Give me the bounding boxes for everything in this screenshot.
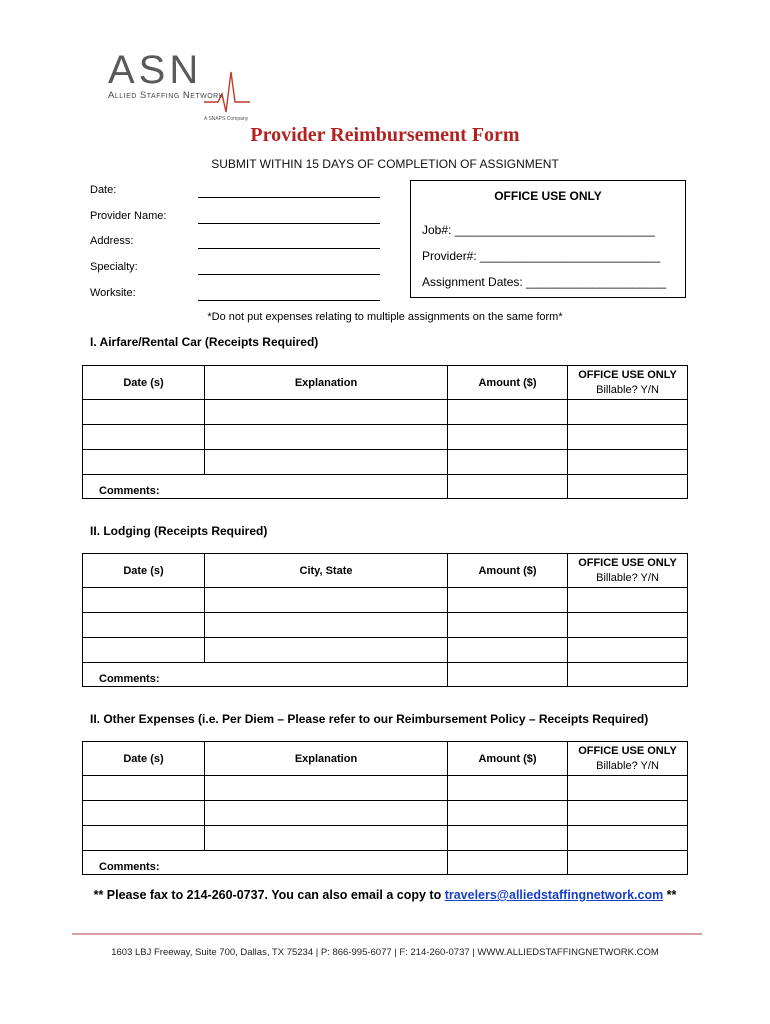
explanation-cell[interactable] xyxy=(205,450,448,475)
email-link[interactable]: travelers@alliedstaffingnetwork.com xyxy=(444,888,664,902)
billable-label: Billable? Y/N xyxy=(596,383,659,396)
comments-label: Comments: xyxy=(83,475,205,499)
date-cell[interactable] xyxy=(83,801,205,826)
explanation-cell[interactable] xyxy=(205,776,448,801)
job-number-field[interactable]: Job#: ______________________________ xyxy=(422,223,655,237)
office-use-heading: OFFICE USE ONLY xyxy=(494,189,602,203)
office-use-label: OFFICE USE ONLY xyxy=(578,744,677,757)
fax-text: ** Please fax to 214-260-0737. You can also email a copy to xyxy=(93,888,445,902)
airfare-table xyxy=(82,365,688,499)
date-cell[interactable] xyxy=(83,450,205,475)
city-state-cell[interactable] xyxy=(205,638,448,663)
explanation-cell[interactable] xyxy=(205,400,448,425)
table-row xyxy=(83,776,688,801)
table-row xyxy=(83,400,688,425)
office-use-label: OFFICE USE ONLY xyxy=(578,556,677,569)
comments-amount-cell[interactable] xyxy=(448,851,568,875)
comments-label: Comments: xyxy=(83,851,205,875)
amount-cell[interactable] xyxy=(448,776,568,801)
amount-cell[interactable] xyxy=(448,613,568,638)
explanation-cell[interactable] xyxy=(205,826,448,851)
column-header-office-use xyxy=(568,366,688,400)
billable-cell[interactable] xyxy=(568,425,688,450)
worksite-field[interactable] xyxy=(198,300,380,301)
column-header-explanation: Explanation xyxy=(205,366,448,400)
amount-cell[interactable] xyxy=(448,400,568,425)
explanation-cell[interactable] xyxy=(205,801,448,826)
date-cell[interactable] xyxy=(83,826,205,851)
assignment-dates-field[interactable]: Assignment Dates: _____________________ xyxy=(422,275,667,289)
column-header-date: Date (s) xyxy=(83,554,205,588)
table-row xyxy=(83,613,688,638)
column-header-explanation: Explanation xyxy=(205,742,448,776)
billable-cell[interactable] xyxy=(568,776,688,801)
billable-cell[interactable] xyxy=(568,638,688,663)
billable-cell[interactable] xyxy=(568,450,688,475)
comments-billable-cell[interactable] xyxy=(568,851,688,875)
specialty-label: Specialty: xyxy=(90,261,138,273)
fax-instructions xyxy=(0,888,770,902)
date-cell[interactable] xyxy=(83,638,205,663)
billable-cell[interactable] xyxy=(568,826,688,851)
comments-amount-cell[interactable] xyxy=(448,663,568,687)
comments-amount-cell[interactable] xyxy=(448,475,568,499)
fax-suffix: ** xyxy=(663,888,677,902)
comments-billable-cell[interactable] xyxy=(568,475,688,499)
column-header-office-use xyxy=(568,554,688,588)
comments-label: Comments: xyxy=(83,663,205,687)
column-header-amount: Amount ($) xyxy=(448,742,568,776)
comments-field[interactable] xyxy=(205,475,448,499)
footer-address: 1603 LBJ Freeway, Suite 700, Dallas, TX 75234 | P: 866-995-6077 | F: 214-260-0737 | WWW.ALLIEDSTAFFINGNETWORK.COM xyxy=(111,947,659,958)
billable-label: Billable? Y/N xyxy=(596,759,659,772)
address-label: Address: xyxy=(90,235,134,247)
comments-row xyxy=(83,475,688,499)
amount-cell[interactable] xyxy=(448,450,568,475)
amount-cell[interactable] xyxy=(448,801,568,826)
lodging-table xyxy=(82,553,688,687)
provider-number-field[interactable]: Provider#: ___________________________ xyxy=(422,249,661,263)
date-cell[interactable] xyxy=(83,613,205,638)
comments-billable-cell[interactable] xyxy=(568,663,688,687)
provider-name-label: Provider Name: xyxy=(90,210,167,222)
worksite-label: Worksite: xyxy=(90,287,136,299)
amount-cell[interactable] xyxy=(448,425,568,450)
comments-field[interactable] xyxy=(205,851,448,875)
explanation-cell[interactable] xyxy=(205,425,448,450)
comments-row xyxy=(83,851,688,875)
logo-letters: ASN xyxy=(108,48,203,92)
form-subtitle: SUBMIT WITHIN 15 DAYS OF COMPLETION OF ASSIGNMENT xyxy=(211,157,559,171)
date-cell[interactable] xyxy=(83,400,205,425)
column-header-amount: Amount ($) xyxy=(448,554,568,588)
city-state-cell[interactable] xyxy=(205,613,448,638)
provider-name-field[interactable] xyxy=(198,223,380,224)
comments-row xyxy=(83,663,688,687)
billable-cell[interactable] xyxy=(568,400,688,425)
office-use-box xyxy=(410,180,686,298)
logo-network-name: Allied Staffing Network xyxy=(108,90,224,101)
column-header-city-state: City, State xyxy=(205,554,448,588)
billable-cell[interactable] xyxy=(568,613,688,638)
column-header-date: Date (s) xyxy=(83,366,205,400)
date-cell[interactable] xyxy=(83,425,205,450)
table-row xyxy=(83,588,688,613)
section-airfare-heading: I. Airfare/Rental Car (Receipts Required) xyxy=(90,335,319,349)
assignment-note: *Do not put expenses relating to multiple assignments on the same form* xyxy=(207,311,563,323)
amount-cell[interactable] xyxy=(448,588,568,613)
specialty-field[interactable] xyxy=(198,274,380,275)
address-field[interactable] xyxy=(198,248,380,249)
table-row xyxy=(83,801,688,826)
table-row xyxy=(83,826,688,851)
date-label: Date: xyxy=(90,184,117,196)
billable-label: Billable? Y/N xyxy=(596,571,659,584)
date-field[interactable] xyxy=(198,197,380,198)
column-header-office-use xyxy=(568,742,688,776)
amount-cell[interactable] xyxy=(448,826,568,851)
city-state-cell[interactable] xyxy=(205,588,448,613)
comments-field[interactable] xyxy=(205,663,448,687)
form-title: Provider Reimbursement Form xyxy=(250,124,520,146)
date-cell[interactable] xyxy=(83,588,205,613)
table-row xyxy=(83,425,688,450)
table-row xyxy=(83,450,688,475)
date-cell[interactable] xyxy=(83,776,205,801)
column-header-amount: Amount ($) xyxy=(448,366,568,400)
other-expenses-table xyxy=(82,741,688,875)
table-row xyxy=(83,638,688,663)
logo-company: A SNAPS Company xyxy=(204,116,249,122)
section-other-expenses-heading: II. Other Expenses (i.e. Per Diem – Please refer to our Reimbursement Policy – Receipts Required) xyxy=(90,712,649,726)
amount-cell[interactable] xyxy=(448,638,568,663)
footer-divider xyxy=(72,933,702,935)
column-header-date: Date (s) xyxy=(83,742,205,776)
billable-cell[interactable] xyxy=(568,801,688,826)
section-lodging-heading: II. Lodging (Receipts Required) xyxy=(90,524,268,538)
office-use-label: OFFICE USE ONLY xyxy=(578,368,677,381)
asn-logo xyxy=(104,48,254,128)
billable-cell[interactable] xyxy=(568,588,688,613)
